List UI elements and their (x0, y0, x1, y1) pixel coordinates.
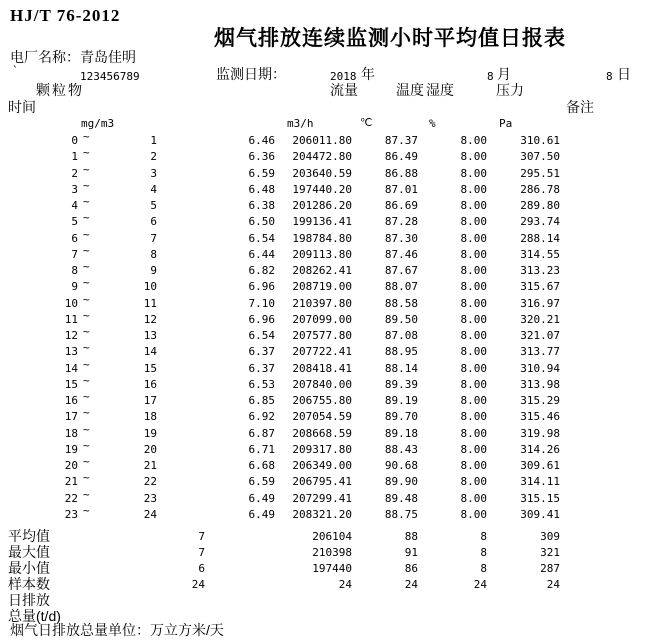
cell-particle: 6.49 (248, 508, 275, 521)
cell-hour-end: 23 (143, 492, 157, 505)
table-row (0, 211, 650, 230)
tilde-separator: ~ (83, 309, 90, 322)
cell-hour-end: 21 (143, 459, 157, 472)
cell-pressure: 310.61 (520, 134, 560, 147)
cell-particle: 6.92 (248, 410, 275, 423)
cell-pressure: 314.11 (520, 475, 560, 488)
date-month-suffix: 月 (497, 66, 511, 82)
summary-value: 287 (540, 562, 560, 575)
column-header-humidity: 湿度 (426, 82, 454, 98)
cell-pressure: 320.21 (520, 313, 560, 326)
summary-row (0, 593, 650, 609)
tilde-separator: ~ (83, 390, 90, 403)
cell-hour-end: 8 (150, 248, 157, 261)
cell-flow: 207054.59 (292, 410, 352, 423)
cell-pressure: 295.51 (520, 167, 560, 180)
cell-temp: 88.75 (384, 508, 418, 521)
cell-humidity: 8.00 (460, 362, 487, 375)
cell-hour-start: 16 (64, 394, 78, 407)
summary-value: 24 (546, 578, 560, 591)
cell-temp: 88.95 (384, 345, 418, 358)
cell-hour-start: 0 (71, 134, 78, 147)
cell-pressure: 286.78 (520, 183, 560, 196)
table-row (0, 390, 650, 409)
table-row (0, 374, 650, 393)
cell-hour-end: 6 (150, 215, 157, 228)
summary-value: 6 (198, 562, 205, 575)
cell-hour-end: 1 (150, 134, 157, 147)
cell-humidity: 8.00 (460, 443, 487, 456)
cell-flow: 197440.20 (292, 183, 352, 196)
page-title: 烟气排放连续监测小时平均值日报表 (214, 27, 566, 50)
summary-label: 最小值 (8, 560, 50, 576)
cell-temp: 86.69 (384, 199, 418, 212)
cell-particle: 6.54 (248, 232, 275, 245)
cell-hour-end: 17 (143, 394, 157, 407)
summary-value: 24 (473, 578, 487, 591)
summary-label: 总量(t/d) (8, 608, 61, 624)
cell-hour-start: 11 (64, 313, 78, 326)
date-month-value: 8 (487, 70, 494, 83)
cell-flow: 206011.80 (292, 134, 352, 147)
cell-hour-end: 11 (143, 297, 157, 310)
cell-temp: 88.14 (384, 362, 418, 375)
cell-temp: 89.39 (384, 378, 418, 391)
tilde-separator: ~ (83, 260, 90, 273)
cell-hour-start: 10 (64, 297, 78, 310)
table-row (0, 228, 650, 247)
tilde-separator: ~ (83, 163, 90, 176)
summary-label: 样本数 (8, 576, 50, 592)
cell-temp: 88.43 (384, 443, 418, 456)
cell-particle: 6.38 (248, 199, 275, 212)
cell-hour-end: 19 (143, 427, 157, 440)
cell-pressure: 309.41 (520, 508, 560, 521)
cell-humidity: 8.00 (460, 199, 487, 212)
cell-humidity: 8.00 (460, 313, 487, 326)
tilde-separator: ~ (83, 471, 90, 484)
cell-pressure: 310.94 (520, 362, 560, 375)
tilde-separator: ~ (83, 374, 90, 387)
cell-pressure: 313.98 (520, 378, 560, 391)
cell-particle: 6.85 (248, 394, 275, 407)
cell-temp: 89.90 (384, 475, 418, 488)
cell-temp: 87.46 (384, 248, 418, 261)
cell-hour-start: 17 (64, 410, 78, 423)
unit-temp: ℃ (360, 116, 373, 129)
summary-value: 8 (480, 546, 487, 559)
summary-value: 210398 (312, 546, 352, 559)
cell-hour-start: 15 (64, 378, 78, 391)
cell-particle: 6.46 (248, 134, 275, 147)
cell-temp: 89.50 (384, 313, 418, 326)
cell-temp: 87.28 (384, 215, 418, 228)
cell-particle: 6.54 (248, 329, 275, 342)
cell-hour-end: 12 (143, 313, 157, 326)
tilde-separator: ~ (83, 341, 90, 354)
cell-particle: 6.96 (248, 313, 275, 326)
cell-particle: 6.37 (248, 362, 275, 375)
footer-note: 烟气日排放总量单位：万立方米/天 (10, 622, 224, 638)
cell-flow: 207577.80 (292, 329, 352, 342)
cell-flow: 208418.41 (292, 362, 352, 375)
cell-hour-end: 9 (150, 264, 157, 277)
cell-flow: 203640.59 (292, 167, 352, 180)
cell-flow: 207299.41 (292, 492, 352, 505)
cell-humidity: 8.00 (460, 508, 487, 521)
cell-hour-start: 4 (71, 199, 78, 212)
cell-hour-start: 19 (64, 443, 78, 456)
cell-humidity: 8.00 (460, 167, 487, 180)
column-header-temp: 温度 (396, 82, 424, 98)
unit-particle: mg/m3 (81, 117, 115, 130)
cell-hour-start: 9 (71, 280, 78, 293)
cell-temp: 87.30 (384, 232, 418, 245)
cell-hour-start: 6 (71, 232, 78, 245)
cell-temp: 86.49 (384, 150, 418, 163)
cell-humidity: 8.00 (460, 378, 487, 391)
cell-hour-end: 16 (143, 378, 157, 391)
date-year-value: 2018 (330, 70, 357, 83)
cell-flow: 208719.00 (292, 280, 352, 293)
cell-flow: 209317.80 (292, 443, 352, 456)
table-row (0, 406, 650, 425)
cell-flow: 201286.20 (292, 199, 352, 212)
summary-value: 91 (404, 546, 418, 559)
cell-hour-start: 8 (71, 264, 78, 277)
cell-flow: 209113.80 (292, 248, 352, 261)
cell-humidity: 8.00 (460, 427, 487, 440)
cell-temp: 88.07 (384, 280, 418, 293)
date-label: 监测日期： (216, 66, 286, 82)
tilde-separator: ~ (83, 179, 90, 192)
cell-temp: 88.58 (384, 297, 418, 310)
cell-flow: 207722.41 (292, 345, 352, 358)
summary-value: 309 (540, 530, 560, 543)
cell-flow: 207099.00 (292, 313, 352, 326)
cell-particle: 6.82 (248, 264, 275, 277)
cell-hour-start: 14 (64, 362, 78, 375)
cell-particle: 6.53 (248, 378, 275, 391)
cell-hour-start: 23 (64, 508, 78, 521)
cell-temp: 87.01 (384, 183, 418, 196)
cell-humidity: 8.00 (460, 248, 487, 261)
summary-row (0, 545, 650, 561)
cell-humidity: 8.00 (460, 329, 487, 342)
table-row (0, 471, 650, 490)
cell-pressure: 316.97 (520, 297, 560, 310)
summary-row (0, 577, 650, 593)
cell-pressure: 321.07 (520, 329, 560, 342)
cell-flow: 208321.20 (292, 508, 352, 521)
cell-pressure: 315.29 (520, 394, 560, 407)
summary-value: 7 (198, 546, 205, 559)
cell-hour-start: 20 (64, 459, 78, 472)
cell-pressure: 314.26 (520, 443, 560, 456)
tilde-separator: ~ (83, 146, 90, 159)
cell-hour-start: 1 (71, 150, 78, 163)
cell-hour-end: 10 (143, 280, 157, 293)
summary-value: 24 (404, 578, 418, 591)
cell-humidity: 8.00 (460, 459, 487, 472)
cell-temp: 87.67 (384, 264, 418, 277)
cell-humidity: 8.00 (460, 410, 487, 423)
cell-hour-end: 14 (143, 345, 157, 358)
cell-hour-start: 5 (71, 215, 78, 228)
cell-temp: 89.70 (384, 410, 418, 423)
cell-hour-start: 18 (64, 427, 78, 440)
cell-hour-start: 7 (71, 248, 78, 261)
summary-row (0, 561, 650, 577)
table-row (0, 341, 650, 360)
table-row (0, 504, 650, 523)
summary-label: 平均值 (8, 528, 50, 544)
cell-humidity: 8.00 (460, 183, 487, 196)
cell-hour-end: 2 (150, 150, 157, 163)
summary-value: 88 (404, 530, 418, 543)
date-day-value: 8 (606, 70, 613, 83)
cell-humidity: 8.00 (460, 134, 487, 147)
cell-pressure: 313.23 (520, 264, 560, 277)
tilde-separator: ~ (83, 423, 90, 436)
cell-particle: 6.59 (248, 475, 275, 488)
table-row (0, 130, 650, 149)
cell-flow: 206349.00 (292, 459, 352, 472)
cell-particle: 6.44 (248, 248, 275, 261)
cell-particle: 6.37 (248, 345, 275, 358)
cell-temp: 87.37 (384, 134, 418, 147)
summary-row (0, 529, 650, 545)
table-row (0, 163, 650, 182)
cell-particle: 6.87 (248, 427, 275, 440)
cell-hour-end: 4 (150, 183, 157, 196)
summary-value: 8 (480, 530, 487, 543)
summary-value: 7 (198, 530, 205, 543)
cell-particle: 6.96 (248, 280, 275, 293)
column-header-time: 时间 (8, 99, 36, 115)
cell-flow: 198784.80 (292, 232, 352, 245)
standard-number: HJ/T 76-2012 (10, 6, 121, 25)
date-year-suffix: 年 (361, 66, 375, 82)
summary-value: 24 (338, 578, 352, 591)
cell-particle: 6.36 (248, 150, 275, 163)
cell-pressure: 289.80 (520, 199, 560, 212)
cell-temp: 90.68 (384, 459, 418, 472)
summary-value: 321 (540, 546, 560, 559)
unit-flow: m3/h (287, 117, 314, 130)
cell-flow: 208262.41 (292, 264, 352, 277)
cell-pressure: 293.74 (520, 215, 560, 228)
table-row (0, 455, 650, 474)
tilde-separator: ~ (83, 358, 90, 371)
cell-hour-end: 20 (143, 443, 157, 456)
column-header-particle: 颗粒物 (36, 82, 84, 98)
cell-humidity: 8.00 (460, 492, 487, 505)
table-row (0, 276, 650, 295)
cell-particle: 6.50 (248, 215, 275, 228)
cell-pressure: 315.15 (520, 492, 560, 505)
cell-humidity: 8.00 (460, 280, 487, 293)
tilde-separator: ~ (83, 276, 90, 289)
table-row (0, 358, 650, 377)
column-header-remark: 备注 (566, 99, 594, 115)
cell-hour-start: 13 (64, 345, 78, 358)
tilde-separator: ~ (83, 293, 90, 306)
unit-humidity: % (429, 117, 436, 130)
table-row (0, 309, 650, 328)
cell-pressure: 315.46 (520, 410, 560, 423)
cell-particle: 6.48 (248, 183, 275, 196)
tilde-separator: ~ (83, 195, 90, 208)
cell-hour-start: 2 (71, 167, 78, 180)
cell-humidity: 8.00 (460, 232, 487, 245)
cell-hour-start: 21 (64, 475, 78, 488)
table-row (0, 423, 650, 442)
tilde-separator: ~ (83, 244, 90, 257)
cell-temp: 89.18 (384, 427, 418, 440)
summary-value: 8 (480, 562, 487, 575)
tilde-separator: ~ (83, 130, 90, 143)
cell-flow: 206795.41 (292, 475, 352, 488)
cell-humidity: 8.00 (460, 264, 487, 277)
cell-particle: 6.49 (248, 492, 275, 505)
cell-humidity: 8.00 (460, 150, 487, 163)
cell-hour-end: 24 (143, 508, 157, 521)
column-header-flow: 流量 (330, 82, 358, 98)
cell-particle: 6.71 (248, 443, 275, 456)
tilde-separator: ~ (83, 488, 90, 501)
cell-hour-end: 22 (143, 475, 157, 488)
cell-pressure: 313.77 (520, 345, 560, 358)
cell-pressure: 307.50 (520, 150, 560, 163)
cell-humidity: 8.00 (460, 475, 487, 488)
cell-hour-end: 15 (143, 362, 157, 375)
summary-value: 86 (404, 562, 418, 575)
summary-value: 24 (191, 578, 205, 591)
tilde-separator: ~ (83, 325, 90, 338)
table-row (0, 179, 650, 198)
summary-label: 日排放 (8, 592, 50, 608)
table-row (0, 325, 650, 344)
cell-pressure: 314.55 (520, 248, 560, 261)
cell-temp: 89.19 (384, 394, 418, 407)
cell-hour-end: 13 (143, 329, 157, 342)
cell-hour-end: 5 (150, 199, 157, 212)
table-row (0, 293, 650, 312)
summary-label: 最大值 (8, 544, 50, 560)
cell-particle: 6.59 (248, 167, 275, 180)
summary-value: 206104 (312, 530, 352, 543)
cell-pressure: 315.67 (520, 280, 560, 293)
cell-pressure: 319.98 (520, 427, 560, 440)
summary-value: 197440 (312, 562, 352, 575)
column-header-pressure: 压力 (496, 82, 524, 98)
table-row (0, 244, 650, 263)
plant-name-label: 电厂名称： (10, 49, 80, 65)
cell-hour-start: 22 (64, 492, 78, 505)
cell-temp: 89.48 (384, 492, 418, 505)
cell-pressure: 288.14 (520, 232, 560, 245)
tilde-separator: ~ (83, 228, 90, 241)
tilde-separator: ~ (83, 211, 90, 224)
table-row (0, 488, 650, 507)
tilde-separator: ~ (83, 406, 90, 419)
plant-code: 123456789 (80, 70, 140, 83)
table-row (0, 195, 650, 214)
cell-temp: 87.08 (384, 329, 418, 342)
cell-temp: 86.88 (384, 167, 418, 180)
cell-flow: 206755.80 (292, 394, 352, 407)
tick-mark: ` (12, 64, 19, 77)
cell-particle: 6.68 (248, 459, 275, 472)
cell-pressure: 309.61 (520, 459, 560, 472)
cell-humidity: 8.00 (460, 297, 487, 310)
cell-flow: 208668.59 (292, 427, 352, 440)
cell-hour-start: 3 (71, 183, 78, 196)
cell-flow: 207840.00 (292, 378, 352, 391)
cell-hour-end: 3 (150, 167, 157, 180)
date-day-suffix: 日 (617, 66, 631, 82)
cell-particle: 7.10 (248, 297, 275, 310)
cell-hour-end: 7 (150, 232, 157, 245)
cell-flow: 199136.41 (292, 215, 352, 228)
plant-name-value: 青岛佳明 (80, 49, 136, 65)
cell-humidity: 8.00 (460, 345, 487, 358)
cell-humidity: 8.00 (460, 394, 487, 407)
unit-pressure: Pa (499, 117, 513, 130)
cell-flow: 204472.80 (292, 150, 352, 163)
tilde-separator: ~ (83, 455, 90, 468)
cell-humidity: 8.00 (460, 215, 487, 228)
cell-hour-start: 12 (64, 329, 78, 342)
cell-hour-end: 18 (143, 410, 157, 423)
cell-flow: 210397.80 (292, 297, 352, 310)
table-row (0, 146, 650, 165)
tilde-separator: ~ (83, 439, 90, 452)
table-row (0, 260, 650, 279)
table-row (0, 439, 650, 458)
tilde-separator: ~ (83, 504, 90, 517)
